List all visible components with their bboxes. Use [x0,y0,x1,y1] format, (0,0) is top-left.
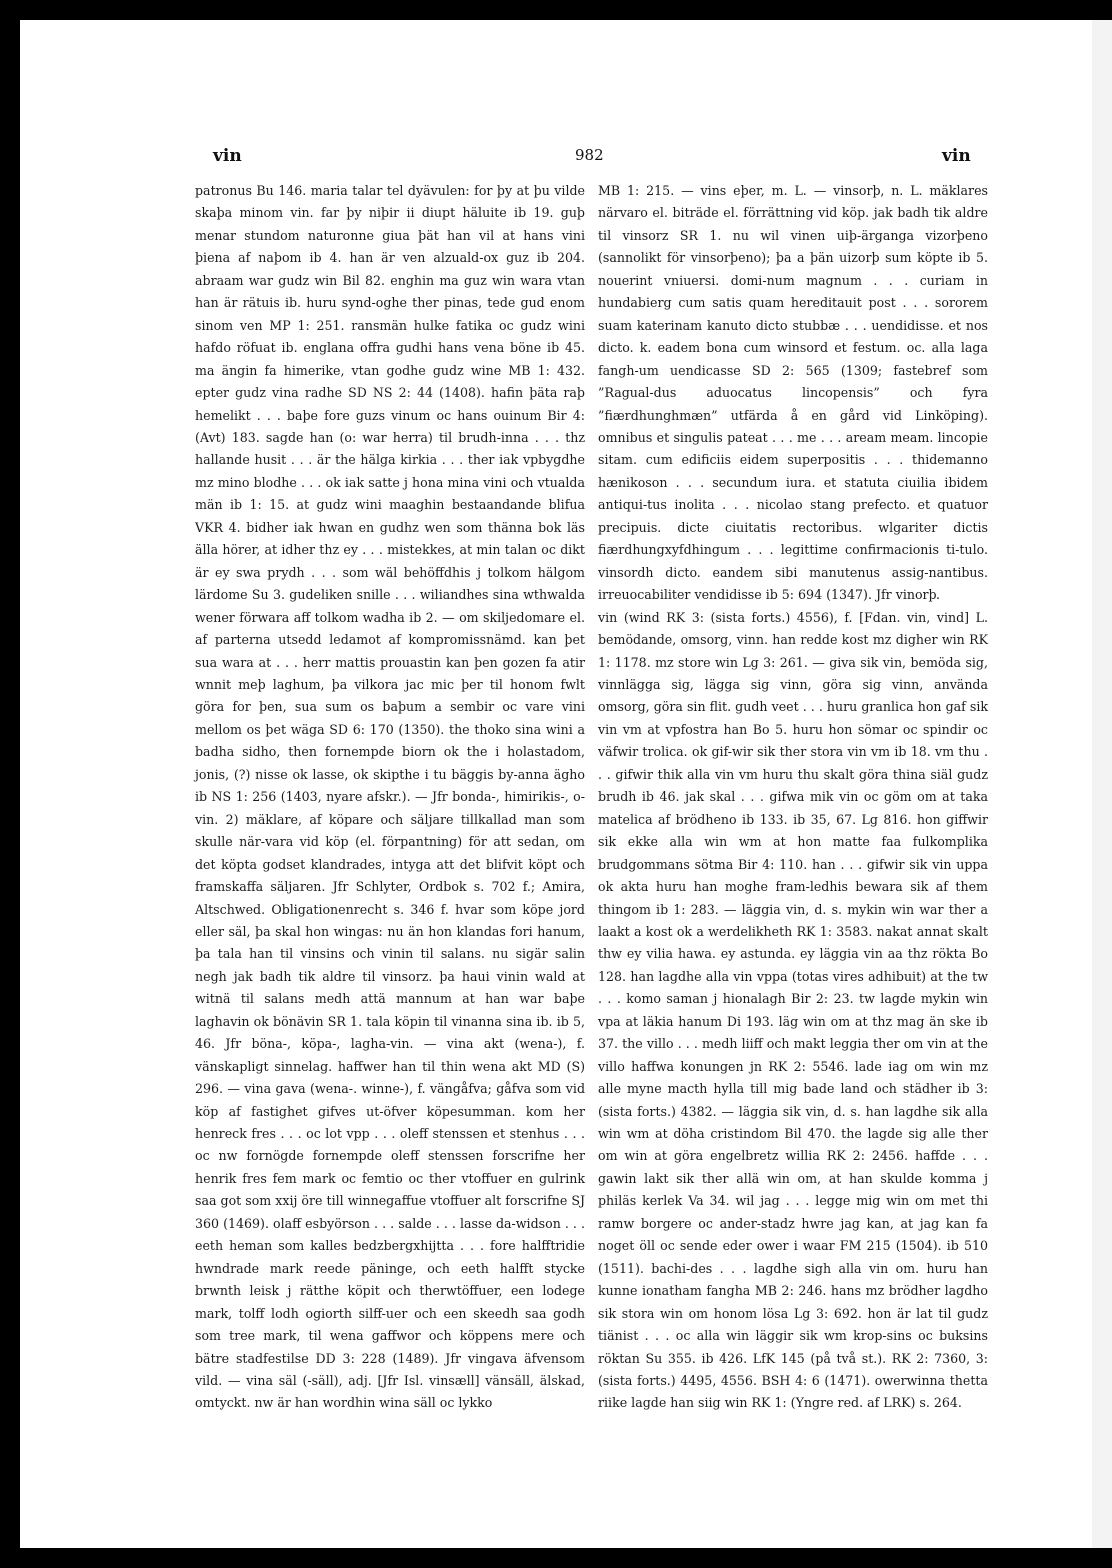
entry-vin-wind: vin (wind RK 3: (sista forts.) 4556), f. [Fdan. vin, vind] L. bemödande, omsorg, vinn. han redde kost mz digher win RK 1: 1178. mz store win Lg 3: 261. — giva sik vin, bemöda sig, vinnlägga sig, lägga sig vinn, göra sig vinn, använda omsorg, göra sin flit. gudh veet . . . huru granlica hon gaf sik vin vm at vpfostra han Bo 5. huru hon sömar oc spindir oc väfwir trolica. ok gif-wir sik ther stora vin vm ib 18. vm thu . . . gifwir thik alla vin vm huru thu skalt göra thina siäl gudz brudh ib 46. jak skal . . . gifwa mik vin oc göm om at taka matelica af brödheno ib 133. ib 35, 67. Lg 816. hon giffwir sik ekke alla win wm at hon matte faa fulkomplika brudgommans sötma Bir 4: 110. han . . . gifwir sik vin uppa ok akta huru han moghe fram-ledhis bewara sik af them thingom ib 1: 283. — läggia vin, d. s. mykin win war ther a laakt a kost ok a werdelikheth RK 1: 3583. nakat annat skalt thw ey vilia hawa. ey astunda. ey läggia vin aa thz rökta Bo 128. han lagdhe alla vin vppa (totas vires adhibuit) at the tw . . . komo saman j hionalagh Bir 2: 23. tw lagde mykin win vpa at läkia hanum Di 193. läg win om at thz mag än ske ib 37. the villo . . . medh liiff och makt leggia ther om vin at the villo haffwa konungen jn RK 2: 5546. lade iag om win mz alle myne macth hylla till mig bade land och städher ib 3: (sista forts.) 4382. — läggia sik vin, d. s. han lagdhe sik alla win wm at döha cristindom Bil 470. the lagde sig alle ther om win at göra engelbretz willia RK 2: 2456. haffde . . . gawin lakt sik ther allä win om, at han skulde komma j philäs kerlek Va 34. wil jag . . . legge mig win om met thi ramw borgere oc ander-stadz hwre jag kan, at jag kan fa noget öll oc sende eder ower i waar FM 215 (1504). ib 510 (1511). bachi-des . . . lagdhe sigh alla vin om. huru han kunne ionatham fangha MB 2: 246. hans mz brödher lagdho sik stora win om honom lösa Lg 3: 692. hon är lat til gudz tiänist . . . oc alla win läggir sik wm krop-sins oc buksins röktan Su 355. ib 426. LfK 145 (på två st.). RK 2: 7360, 3: (sista forts.) 4495, 4556. BSH 4: 6 (1471). owerwinna thetta riike lagde han siig win RK 1: (Yngre red. af LRK) s. 264. [598,609,988,1411]
right-running-headword: vin [942,146,971,166]
page-number: 982 [575,146,604,164]
right-column [598,180,988,1411]
left-column-text: patronus Bu 146. maria talar tel dyävulen: for þy at þu vilde skaþa minom vin. far þy niþir ii diupt häluite ib 19. guþ menar stundom naturonne giua þät han vil at hans vini þiena af naþom ib 4. han är ven alzuald-ox guz ib 204. abraam war gudz win Bil 82. enghin ma guz win wara vtan han är rätuis ib. huru synd-oghe ther pinas, tede gud enom sinom ven MP 1: 251. ransmän hulke fatika oc gudz wini hafdo röfuat ib. englana offra gudhi hans vena böne ib 45. ma ängin fa himerike, vtan godhe gudz wine MB 1: 432. epter gudz vina radhe SD NS 2: 44 (1408). hafin þäta raþ hemelikt . . . baþe fore guzs vinum oc hans ouinum Bir 4: (Avt) 183. sagde han (o: war herra) til brudh-inna . . . thz hallande husit . . . är the hälga kirkia . . . ther iak vpbygdhe mz mino blodhe . . . ok iak satte j hona mina vini och vtualda män ib 1: 15. at gudz wini maaghin bestaandande blifua VKR 4. bidher iak hwan en gudhz wen som thänna bok läs älla hörer, at idher thz ey . . . mistekkes, at min talan oc dikt är ey swa prydh . . . som wäl behöffdhis j tolkom hälgom lärdome Su 3. gudeliken snille . . . wiliandhes sina wthwalda wener förwara aff tolkom wadha ib 2. — om skiljedomare el. af parterna utsedd ledamot af kompromissnämd. kan þet sua wara at . . . herr mattis prouastin kan þen gozen fa atir wnnit meþ laghum, þa vilkora jac mic þer til honom fwlt göra for þen, sua sum os baþum a sembir oc vare vini mellom os þet wäga SD 6: 170 (1350). the thoko sina wini a badha sidho, then fornempde biorn ok the i holastadom, jonis, (?) nisse ok lasse, ok skipthe i tu bäggis by-anna ägho ib NS 1: 256 (1403, nyare afskr.). — Jfr bonda-, himirikis-, o-vin. 2) mäklare, af köpare och säljare tillkallad man som skulle när-vara vid köp (el. förpantning) för att sedan, om det köpta godset klandrades, intyga att det blifvit köpt och framskaffa säljaren. Jfr Schlyter, Ordbok s. 702 f.; Amira, Altschwed. Obligationenrecht s. 346 f. hvar som köpe jord eller säl, þa skal hon wingas: nu än hon klandas fori hanum, þa tala han til vinsins och vinin til salans. nu sigär salin negh jak badh tik aldre til vinsorz. þa haui vinin wald at witnä til salans medh attä mannum at han war baþe laghavin ok bönävin SR 1. tala köpin til vinanna sina ib. ib 5, 46. Jfr böna-, köpa-, lagha-vin. — vina akt (wena-), f. vänskapligt sinnelag. haffwer han til thin wena akt MD (S) 296. — vina gava (wena-. winne-), f. vängåfva; gåfva som vid köp af fastighet gifves ut-öfver köpesumman. kom her henreck fres . . . oc lot vpp . . . oleff stenssen et stenhus . . . oc nw fornögde fornempde oleff stenssen forscrifne her henrik fres fem mark oc femtio oc ther vtoffuer en gulrink saa got som xxij öre till winnegaffue vtoffuer alt forscrifne SJ 360 (1469). olaff esbyörson . . . salde . . . lasse da-widson . . . eeth heman som kalles bedzbergxhijtta . . . fore halfftridie hwndrade mark reede päninge, och eeth halfft stycke brwnth leisk j rätthe köpit och therwtöffuer, een lodege mark, tolff lodh ogiorth silff-uer och een skeedh saa godh som tree mark, til wena gaffwor och köppens mere och bätre stadfestilse DD 3: 228 (1489). Jfr vingava äfvensom vild. — vina säl (-säll), adj. [Jfr Isl. vinsæll] vänsäll, älskad, omtyckt. nw är han wordhin wina säll oc lykko [195,183,585,1411]
entry-vins-eper: MB 1: 215. — vins eþer, m. L. — vinsorþ, n. L. mäklares närvaro el. biträde el. förrättning vid köp. jak badh tik aldre til vinsorz SR 1. nu wil vinen uiþ-ärganga vizorþeno (sannolikt för vinsorþeno); þa a þän uizorþ sum köpte ib 5. nouerint vniuersi. domi-num magnum . . . curiam in hundabierg cum satis quam hereditauit post . . . sororem suam katerinam kanuto dicto stubbæ . . . uendidisse. et nos dicto. k. eadem bona cum winsord et festum. oc. alla laga fangh-um uendicasse SD 2: 565 (1309; fastebref som ”Ragual-dus aduocatus lincopensis” och fyra ”fiærdhunghmæn” utfärda å en gård vid Linköping). omnibus et singulis pateat . . . me . . . aream meam. lincopie sitam. cum edificiis eidem superpositis . . . thidemanno hænikoson . . . secundum iura. et statuta ciuilia ibidem antiqui-tus inolita . . . nicolao stang prefecto. et quatuor precipuis. dicte ciuitatis rectoribus. wlgariter dictis fiærdhungxyfdhingum . . . legittime confirmacionis ti-tulo. vinsordh dicto. eandem sibi manutenus assig-nantibus. irreuocabiliter vendidisse ib 5: 694 (1347). Jfr vinorþ. [598,183,988,603]
left-running-headword: vin [213,146,242,166]
left-column [195,180,585,1411]
scan-edge [1092,20,1112,1548]
